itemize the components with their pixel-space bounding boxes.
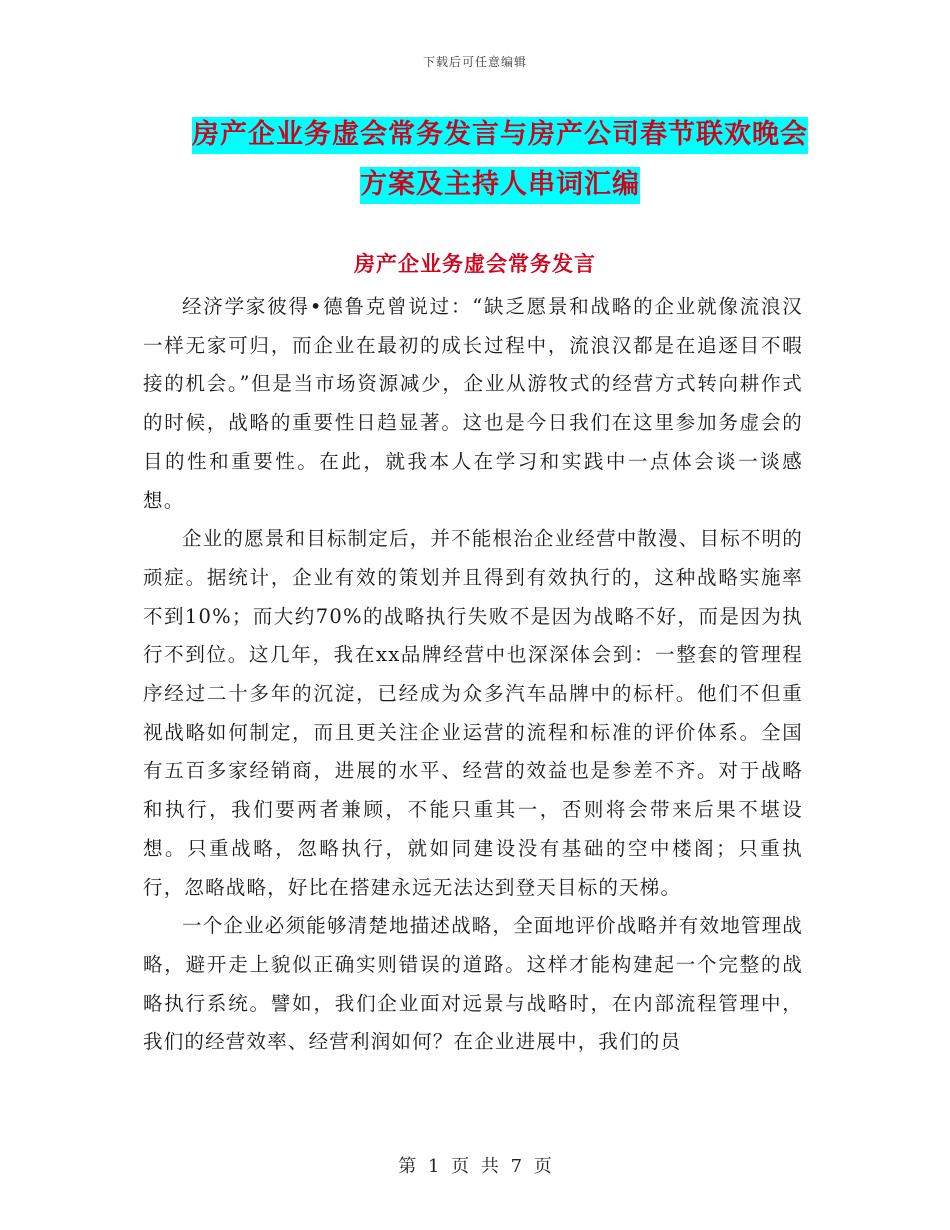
section-heading: 房产企业务虚会常务发言 bbox=[354, 251, 596, 276]
document-title-text: 房产企业务虚会常务发言与房产公司春节联欢晚会方案及主持人串词汇编 bbox=[192, 117, 808, 204]
document-body bbox=[143, 288, 803, 1062]
page-number-footer: 第 1 页 共 7 页 bbox=[398, 1156, 552, 1177]
body-paragraph: 企业的愿景和目标制定后，并不能根治企业经营中散漫、目标不明的顽症。据统计，企业有效的策划并且得到有效执行的，这种战略实施率不到10%；而大约70%的战略执行失败不是因为战略不好，而是因为执行不到位。这几年，我在xx品牌经营中也深深体会到：一整套的管理程序经过二十多年的沉淀，已经成为众多汽车品牌中的标杆。他们不但重视战略如何制定，而且更关注企业运营的流程和标准的评价体系。全国有五百多家经销商，进展的水平、经营的效益也是参差不齐。对于战略和执行，我们要两者兼顾，不能只重其一，否则将会带来后果不堪设想。只重战略，忽略执行，就如同建设没有基础的空中楼阁；只重执行，忽略战略，好比在搭建永远无法达到登天目标的天梯。 bbox=[143, 527, 804, 899]
page-header-note: 下载后可任意编辑 bbox=[422, 55, 527, 69]
body-paragraph: 一个企业必须能够清楚地描述战略，全面地评价战略并有效地管理战略，避开走上貌似正确实则错误的道路。这样才能构建起一个完整的战略执行系统。譬如，我们企业面对远景与战略时，在内部流程管理中，我们的经营效率、经营利润如何？在企业进展中，我们的员 bbox=[143, 914, 804, 1054]
document-title bbox=[190, 110, 810, 210]
body-paragraph: 经济学家彼得•德鲁克曾说过：“缺乏愿景和战略的企业就像流浪汉一样无家可归，而企业在最初的成长过程中，流浪汉都是在追逐目不暇接的机会。”但是当市场资源减少，企业从游牧式的经营方式转向耕作式的时候，战略的重要性日趋显著。这也是今日我们在这里参加务虚会的目的性和重要性。在此，就我本人在学习和实践中一点体会谈一谈感想。 bbox=[143, 295, 803, 512]
